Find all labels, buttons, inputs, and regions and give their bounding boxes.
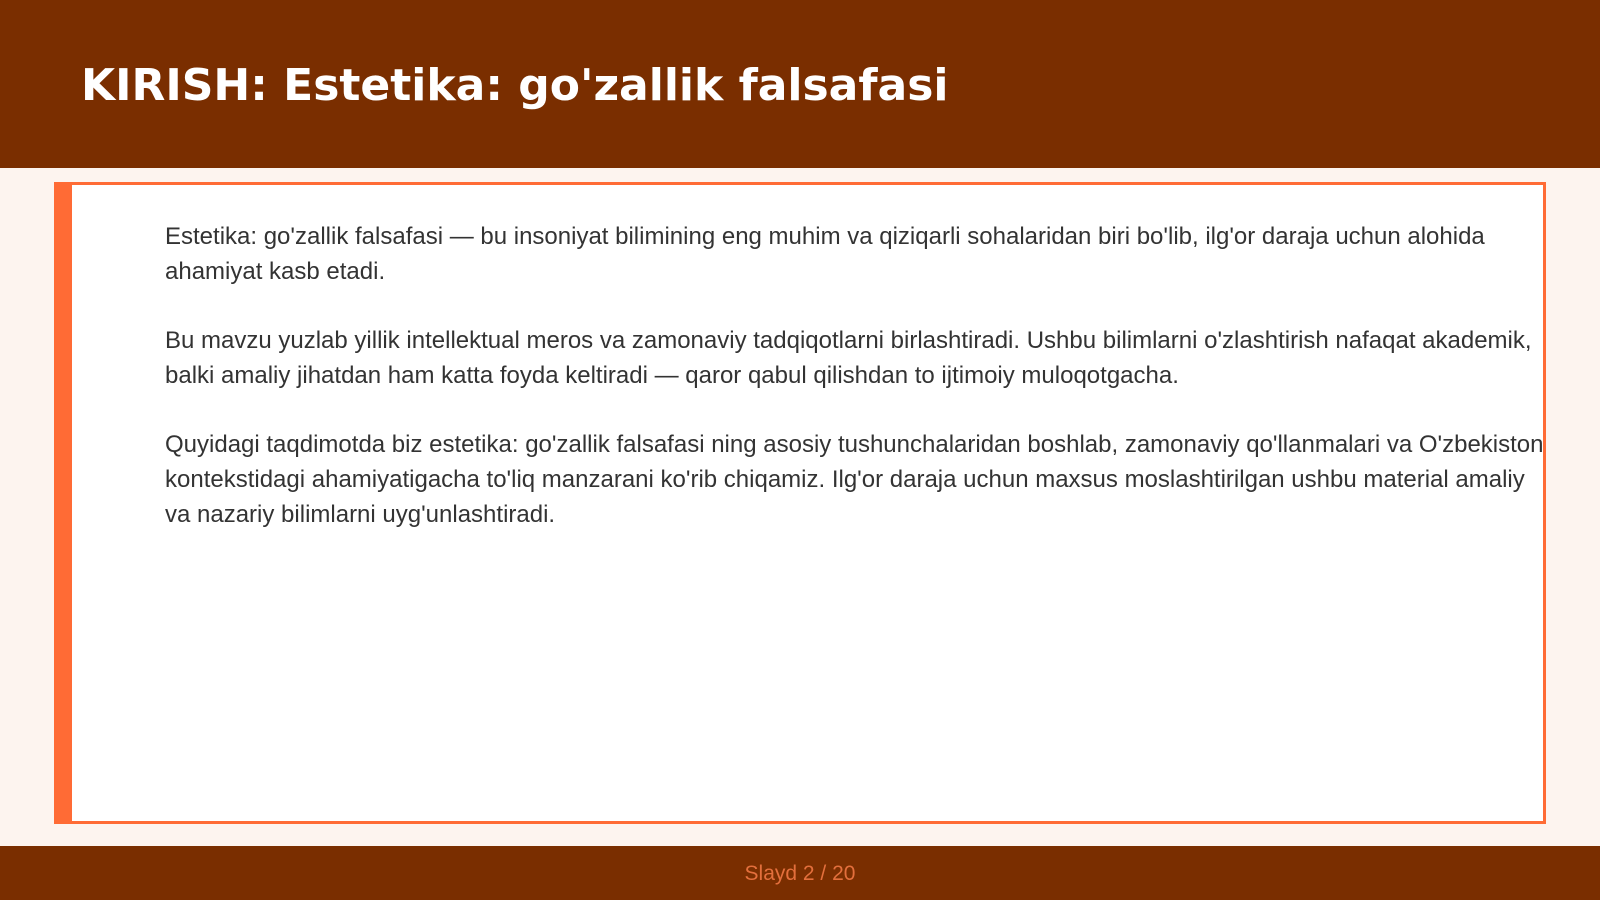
content-card: [54, 182, 1546, 824]
heritage-paragraph: Bu mavzu yuzlab yillik intellektual meros va zamonaviy tadqiqotlarni birlashtiradi. Ushbu bilimlarni o'zlashtirish nafaqat akademik, balki amaliy jihatdan ham katta foyda keltiradi — qaror qabul qilishdan to ijtimoiy muloqotgacha.: [165, 327, 1532, 389]
slide-counter: Slayd 2 / 20: [744, 862, 856, 885]
slide-footer: [0, 846, 1600, 900]
content-body: [165, 219, 1545, 566]
intro-paragraph: Estetika: go'zallik falsafasi — bu insoniyat bilimining eng muhim va qiziqarli sohalaridan biri bo'lib, ilg'or daraja uchun alohida ahamiyat kasb etadi.: [165, 223, 1485, 285]
slide-title: KIRISH: Estetika: go'zallik falsafasi: [81, 60, 949, 111]
overview-paragraph: Quyidagi taqdimotda biz estetika: go'zallik falsafasi ning asosiy tushunchalaridan boshlab, zamonaviy qo'llanmalari va O'zbekiston kontekstidagi ahamiyatigacha to'liq manzarani ko'rib chiqamiz. Ilg'or daraja uchun maxsus moslashtirilgan ushbu material amaliy va nazariy bilimlarni uyg'unlashtiradi.: [165, 431, 1544, 528]
slide-header: [0, 0, 1600, 168]
